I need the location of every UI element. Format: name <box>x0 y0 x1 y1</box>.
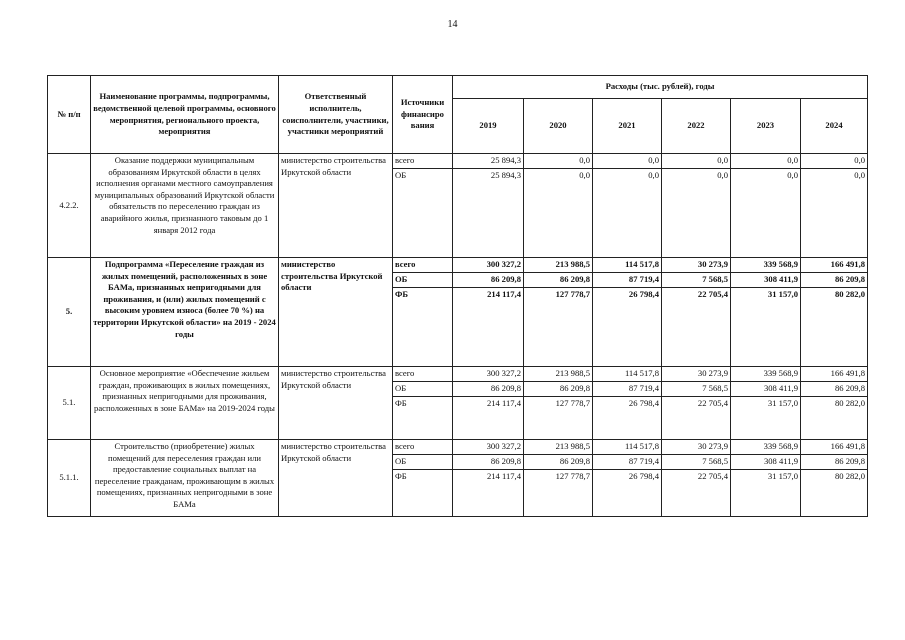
value-cell: 166 491,8 <box>801 258 868 273</box>
value-cell: 87 719,4 <box>593 455 662 470</box>
row-number: 5.1.1. <box>48 440 91 517</box>
value-cell: 26 798,4 <box>593 397 662 440</box>
row-name: Основное мероприятие «Обеспечение жильем граждан, проживающих в жилых помещениях, признанных непригодными для проживания, расположенных в зоне БАМа» на 2019-2024 годы <box>91 367 279 440</box>
header-year: 2024 <box>801 99 868 154</box>
value-cell: 213 988,5 <box>524 367 593 382</box>
value-cell: 114 517,8 <box>593 367 662 382</box>
value-cell: 87 719,4 <box>593 382 662 397</box>
value-cell: 0,0 <box>731 154 801 169</box>
row-number: 4.2.2. <box>48 154 91 258</box>
row-responsible: министерство строительства Иркутской области <box>279 154 393 258</box>
row-number: 5.1. <box>48 367 91 440</box>
value-cell: 80 282,0 <box>801 288 868 367</box>
value-cell: 308 411,9 <box>731 382 801 397</box>
value-cell: 127 778,7 <box>524 397 593 440</box>
value-cell: 86 209,8 <box>524 273 593 288</box>
value-cell: 166 491,8 <box>801 440 868 455</box>
value-cell: 25 894,3 <box>453 169 524 258</box>
value-cell: 30 273,9 <box>662 440 731 455</box>
value-cell: 300 327,2 <box>453 258 524 273</box>
value-cell: 300 327,2 <box>453 367 524 382</box>
row-name: Подпрограмма «Переселение граждан из жилых помещений, расположенных в зоне БАМа, признанных непригодными для проживания, и (или) жилых помещений с высоким уровнем износа (более 70 %) на территории Иркутской области» на 2019 - 2024 годы <box>91 258 279 367</box>
value-cell: 166 491,8 <box>801 367 868 382</box>
row-responsible: министерство строительства Иркутской области <box>279 258 393 367</box>
value-cell: 308 411,9 <box>731 273 801 288</box>
value-cell: 80 282,0 <box>801 470 868 517</box>
row-responsible: министерство строительства Иркутской области <box>279 367 393 440</box>
value-cell: 80 282,0 <box>801 397 868 440</box>
value-cell: 31 157,0 <box>731 470 801 517</box>
value-cell: 7 568,5 <box>662 455 731 470</box>
row-name: Оказание поддержки муниципальным образованиям Иркутской области в целях исполнения органами местного самоуправления муниципальных образований Иркутской области обязательств по переселению граждан из аварийного жилья, признанного таковым до 1 января 2012 года <box>91 154 279 258</box>
page-number: 14 <box>447 19 458 30</box>
value-cell: 86 209,8 <box>801 273 868 288</box>
value-cell: 31 157,0 <box>731 288 801 367</box>
value-cell: 300 327,2 <box>453 440 524 455</box>
header-num: № п/п <box>48 76 91 154</box>
header-year: 2019 <box>453 99 524 154</box>
value-cell: 0,0 <box>593 154 662 169</box>
value-cell: 86 209,8 <box>801 382 868 397</box>
value-cell: 127 778,7 <box>524 470 593 517</box>
value-cell: 31 157,0 <box>731 397 801 440</box>
table-row <box>48 154 868 169</box>
value-cell: 30 273,9 <box>662 367 731 382</box>
header-year: 2023 <box>731 99 801 154</box>
value-cell: 0,0 <box>801 154 868 169</box>
value-cell: 114 517,8 <box>593 440 662 455</box>
value-cell: 22 705,4 <box>662 288 731 367</box>
value-cell: 0,0 <box>662 154 731 169</box>
value-cell: 86 209,8 <box>453 273 524 288</box>
header-year: 2020 <box>524 99 593 154</box>
value-cell: 213 988,5 <box>524 258 593 273</box>
value-cell: 214 117,4 <box>453 470 524 517</box>
value-cell: 22 705,4 <box>662 470 731 517</box>
header-responsible: Ответственный исполнитель, соисполнители, участники, участники мероприятий <box>279 76 393 154</box>
value-cell: 339 568,9 <box>731 367 801 382</box>
header-sources: Источники финансиро вания <box>393 76 453 154</box>
value-cell: 86 209,8 <box>524 382 593 397</box>
source-cell: ФБ <box>393 288 453 367</box>
source-cell: всего <box>393 440 453 455</box>
row-responsible: министерство строительства Иркутской области <box>279 440 393 517</box>
row-number: 5. <box>48 258 91 367</box>
value-cell: 0,0 <box>731 169 801 258</box>
source-cell: ФБ <box>393 397 453 440</box>
header-name: Наименование программы, подпрограммы, ведомственной целевой программы, основного мероприятия, регионального проекта, мероприятия <box>91 76 279 154</box>
value-cell: 86 209,8 <box>801 455 868 470</box>
value-cell: 0,0 <box>662 169 731 258</box>
budget-table <box>47 75 868 517</box>
table-row <box>48 440 868 455</box>
source-cell: всего <box>393 258 453 273</box>
value-cell: 214 117,4 <box>453 288 524 367</box>
source-cell: всего <box>393 367 453 382</box>
value-cell: 7 568,5 <box>662 273 731 288</box>
header-expenses: Расходы (тыс. рублей), годы <box>453 76 868 99</box>
value-cell: 339 568,9 <box>731 440 801 455</box>
value-cell: 213 988,5 <box>524 440 593 455</box>
value-cell: 25 894,3 <box>453 154 524 169</box>
header-row <box>48 76 868 99</box>
value-cell: 308 411,9 <box>731 455 801 470</box>
source-cell: ОБ <box>393 273 453 288</box>
value-cell: 339 568,9 <box>731 258 801 273</box>
table-row <box>48 367 868 382</box>
source-cell: всего <box>393 154 453 169</box>
table-row <box>48 258 868 273</box>
value-cell: 22 705,4 <box>662 397 731 440</box>
row-name: Строительство (приобретение) жилых помещений для переселения граждан или предоставление социальных выплат на переселение гражданам, проживающим в жилых помещениях, признанных непригодными в зоне БАМа <box>91 440 279 517</box>
source-cell: ФБ <box>393 470 453 517</box>
value-cell: 0,0 <box>524 169 593 258</box>
source-cell: ОБ <box>393 169 453 258</box>
value-cell: 86 209,8 <box>453 382 524 397</box>
value-cell: 86 209,8 <box>524 455 593 470</box>
value-cell: 86 209,8 <box>453 455 524 470</box>
value-cell: 0,0 <box>801 169 868 258</box>
value-cell: 30 273,9 <box>662 258 731 273</box>
value-cell: 26 798,4 <box>593 288 662 367</box>
value-cell: 114 517,8 <box>593 258 662 273</box>
source-cell: ОБ <box>393 455 453 470</box>
value-cell: 0,0 <box>593 169 662 258</box>
value-cell: 214 117,4 <box>453 397 524 440</box>
value-cell: 127 778,7 <box>524 288 593 367</box>
value-cell: 26 798,4 <box>593 470 662 517</box>
source-cell: ОБ <box>393 382 453 397</box>
header-year: 2022 <box>662 99 731 154</box>
header-year: 2021 <box>593 99 662 154</box>
value-cell: 87 719,4 <box>593 273 662 288</box>
value-cell: 0,0 <box>524 154 593 169</box>
value-cell: 7 568,5 <box>662 382 731 397</box>
